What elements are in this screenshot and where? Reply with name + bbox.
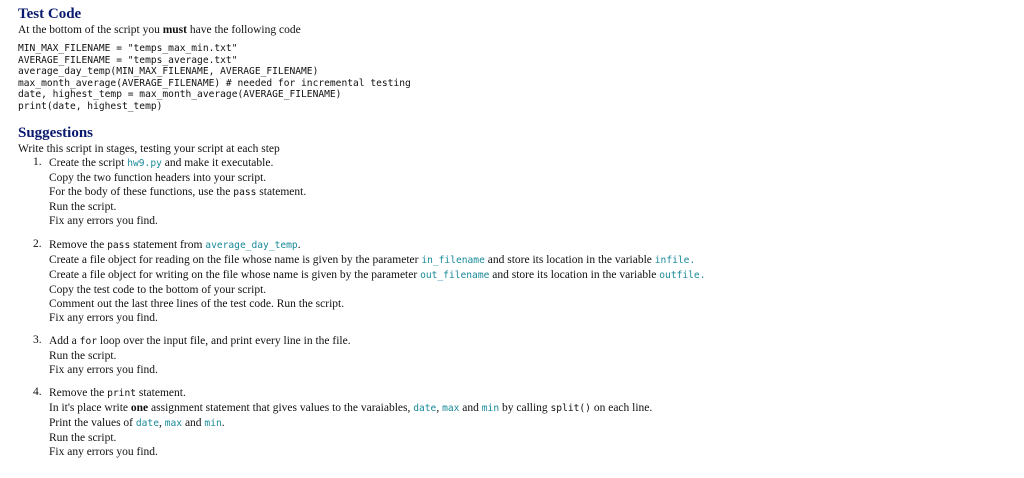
- step-number: 4.: [33, 386, 42, 398]
- step-3: [18, 334, 1024, 377]
- step-line: Print the values of date, max and min.: [49, 417, 225, 429]
- step-line: Create a file object for writing on the file whose name is given by the parameter out_filename and store its location in the variable outfile.: [49, 269, 706, 281]
- step-line: For the body of these functions, use the pass statement.: [49, 186, 307, 198]
- step-number: 2.: [33, 238, 42, 250]
- step-line: Comment out the last three lines of the test code. Run the script.: [49, 298, 345, 310]
- emphasis: one: [130, 402, 149, 414]
- inline-code: outfile: [659, 270, 700, 281]
- test-code-heading: Test Code: [18, 6, 82, 22]
- step-line: Copy the test code to the bottom of your script.: [49, 284, 267, 296]
- intro-text: At the bottom of the script you: [18, 24, 163, 36]
- step-line: In it's place write one assignment statement that gives values to the varaiables, date, max and min by calling split() on each line.: [49, 402, 653, 414]
- inline-code: min: [204, 418, 222, 429]
- inline-code: max: [442, 403, 460, 414]
- inline-code: out_filename: [420, 270, 490, 281]
- step-line: Fix any errors you find.: [49, 364, 158, 376]
- intro-emphasis: must: [162, 24, 187, 36]
- suggestions-intro: Write this script in stages, testing your script at each step: [18, 143, 280, 155]
- step-line: Run the script.: [49, 432, 117, 444]
- step-line: Fix any errors you find.: [49, 312, 158, 324]
- step-line: Run the script.: [49, 350, 117, 362]
- step-line: Fix any errors you find.: [49, 215, 158, 227]
- inline-code: split(): [550, 403, 591, 414]
- step-number: 1.: [33, 156, 42, 168]
- step-line: Remove the print statement.: [49, 387, 186, 399]
- step-line: Create a file object for reading on the file whose name is given by the parameter in_filename and store its location in the variable infile.: [49, 254, 696, 266]
- step-line: Run the script.: [49, 201, 117, 213]
- inline-code: date: [413, 403, 437, 414]
- inline-code: date: [135, 418, 159, 429]
- step-line: Copy the two function headers into your script.: [49, 172, 267, 184]
- inline-code: in_filename: [421, 255, 485, 266]
- steps-list: [18, 156, 1024, 459]
- inline-code: min: [481, 403, 500, 414]
- test-code-intro: [18, 23, 1024, 37]
- inline-code: print: [107, 388, 137, 399]
- inline-code: hw9.py: [127, 158, 162, 169]
- test-code-block: MIN_MAX_FILENAME = "temps_max_min.txt" AVERAGE_FILENAME = "temps_average.txt" average_day_temp(MIN_MAX_FILENAME, AVERAGE_FILENAME) max_month_average(AVERAGE_FILENAME) # needed for incremental testing date, highest_temp = max_month_average(AVERAGE_FILENAME) print(date, highest_temp): [18, 43, 411, 112]
- step-line: Add a for loop over the input file, and print every line in the file.: [49, 335, 351, 347]
- suggestions-heading: Suggestions: [18, 125, 94, 141]
- step-number: 3.: [33, 334, 42, 346]
- inline-code: infile: [654, 255, 690, 266]
- intro-text-end: have the following code: [186, 24, 301, 36]
- inline-code: average_day_temp: [205, 240, 298, 251]
- step-2: [18, 238, 1024, 325]
- inline-code: for: [79, 336, 97, 347]
- step-line: Remove the pass statement from average_day_temp.: [49, 239, 301, 251]
- inline-code: pass: [107, 240, 131, 251]
- inline-code: pass: [233, 187, 257, 198]
- step-line: Create the script hw9.py and make it executable.: [49, 157, 274, 169]
- step-line: Fix any errors you find.: [49, 446, 158, 458]
- step-1: [18, 156, 1024, 228]
- step-4: [18, 386, 1024, 459]
- inline-code: max: [164, 418, 183, 429]
